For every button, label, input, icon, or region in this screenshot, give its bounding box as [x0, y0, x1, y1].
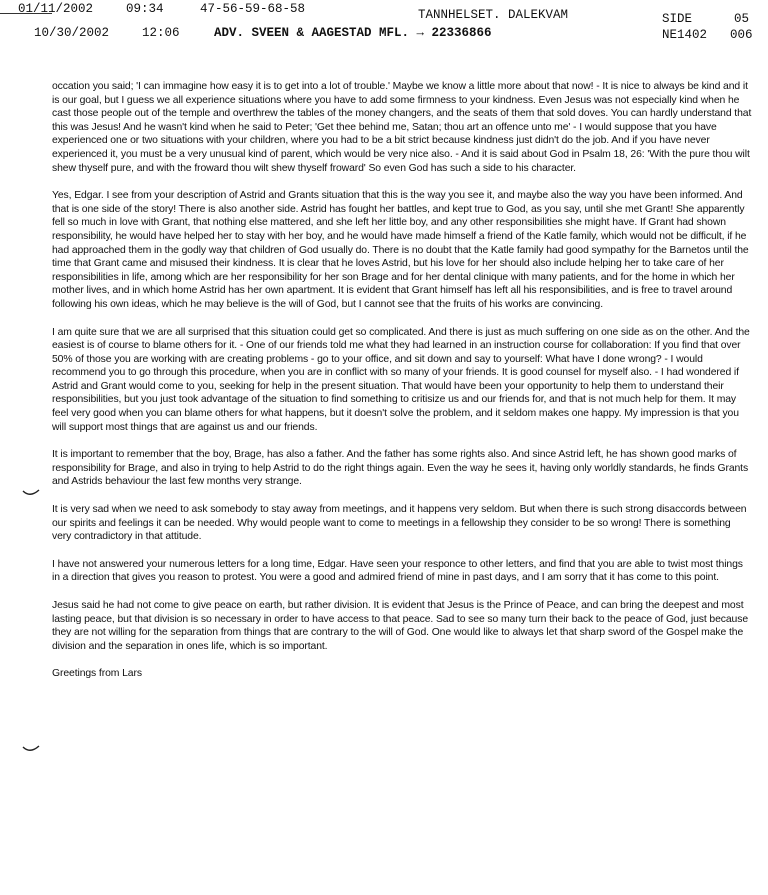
fax-date-1: 01/11/2002	[18, 2, 94, 16]
handwritten-check-mark-2	[22, 740, 40, 748]
fax-number: 47-56-59-68-58	[200, 2, 306, 16]
paragraph: It is important to remember that the boy, Brage, has also a father. And the father has some rights also. And since Astrid left, he has shown good marks of responsibility for Brage, and also in trying to help Astrid to do the right things again. Even the way he sees it, having only worldly standards, he finds Grants and Astrids behaviour the last few months very strange.	[52, 449, 749, 488]
paragraph: I have not answered your numerous letters for a long time, Edgar. Have seen your responce to other letters, and find that you are able to twist most things in a direction that gives you reason to protest. You were a good and admired friend of mine in past days, and I am sorry that it has come to this point.	[52, 558, 743, 584]
paragraph: Jesus said he had not come to give peace on earth, but rather division. It is evident that Jesus is the Prince of Peace, and can bring the deepest and most lasting peace, but that division is so necessary in order to have access to that peace. Sad to see so many turn their back to the peace of God, just because they are not willing for the separation from things that are contrary to the will of God. One would like to always let that sharp sword of the Gospel make the division and the separation in ones life, which is so important.	[52, 600, 748, 652]
page-label: SIDE	[662, 12, 693, 26]
paragraph: I am quite sure that we are all surprised that this situation could get so complicated. And there is just as much suffering on one side as on the other. And the easiest is of course to blame others for it. - One of our friends told me what they had learned in an instruction course for collaboration: If you find that over 50% of those you are working with are creating problems - go to your office, and sit down and say to yourself: What have I done wrong? - I would recommend you to go through this procedure, when you are in conflict with so many of your friends. It is good counsel for myself also. - I had wondered if Astrid and Grant would come to you, seeking for help in the present situation. That would have been your opportunity to help them to understand their responsibilities, but you just took advantage of the situation to find something to critisize us and our friends for, and that is not much help for them. It may feel very good when you can blame others for what happens, but it doesn't solve the problem, and it seldom makes one happy. My impression is that you will support most things that are against us and our friends.	[52, 326, 750, 433]
fax-time-1: 09:34	[126, 2, 164, 16]
fax-sender: ADV. SVEEN & AAGESTAD MFL. → 22336866	[214, 26, 492, 40]
paragraph: It is very sad when we need to ask somebody to stay away from meetings, and it happens very seldom. But when there is such strong disaccords between our spirits and feelings it can be needed. Why would people want to come to meetings in a fellowship they consider to be so wrong! There is something very contradictory in that attitude.	[52, 504, 747, 543]
fax-recipient: TANNHELSET. DALEKVAM	[418, 8, 569, 22]
fax-header	[0, 0, 768, 50]
fax-code: NE1402	[662, 28, 708, 42]
fax-page-code: 006	[730, 28, 753, 42]
fax-date-2: 10/30/2002	[34, 26, 110, 40]
letter-closing: Greetings from Lars	[52, 668, 142, 680]
page-number: 05	[734, 12, 750, 26]
handwritten-check-mark	[22, 484, 40, 492]
paragraph: Yes, Edgar. I see from your description of Astrid and Grants situation that this is the way you see it, and maybe also the way you have been informed. And that is one side of the story! There is also another side. Astrid has fought her battles, and kept true to God, as you say, until she met Grant! She apparently fell so much in love with Grant, that nothing else mattered, and she left her little boy, and any other responsibilities she might have. If Grant had shown responsibility, he would have helped her to stay with her boy, and he would have made himself a friend of the Katle family, which would not be difficult, if he had approached them in the godly way that children of God usually do. There is no doubt that the Katle family had good sympathy for the Barnetos until the time that Grant came and misused their kindness. It is clear that he loves Astrid, but his love for her should also include helping her to take care of her responsibilities in life, among which are her responsibility for her son Brage and for her dental clinique with many patients, and for the home in which her mother lives, and in which home Astrid has her own apartment. It is evident that Grant himself has left all his responsibilities, and is free to travel around following his own ideas, which he may believe is the will of God, but I cannot see that the fruits of his works are convincing.	[52, 190, 749, 310]
fax-time-2: 12:06	[142, 26, 180, 40]
letter-body	[52, 80, 752, 695]
paragraph: occation you said; 'I can immagine how easy it is to get into a lot of trouble.' Maybe we know a little more about that now! - It is nice to always be kind and it is our goal, but I guess we all experience situations where you have to add some firmness to your kindness. Even Jesus was not especially kind when he cast those people out of the temple and overthrew the tables of the money changers, and the seats of them that sold doves. You can hardly understand that this was Jesus! And he wasn't kind when he said to Peter; 'Get thee behind me, Satan; thou art an offence unto me' - I would suppose that you have experienced one or two situations with your children, where you had to be a bit strict because kindness just didn't do the job. And if you have never experienced it, you must be a very unusual kind of parent, which would be very nice also. - And it is said about God in Psalm 18, 26: 'With the pure thou wilt shew thyself pure, and with the froward thou wilt shew thyself froward' So even God has such a side to his character.	[52, 81, 752, 174]
